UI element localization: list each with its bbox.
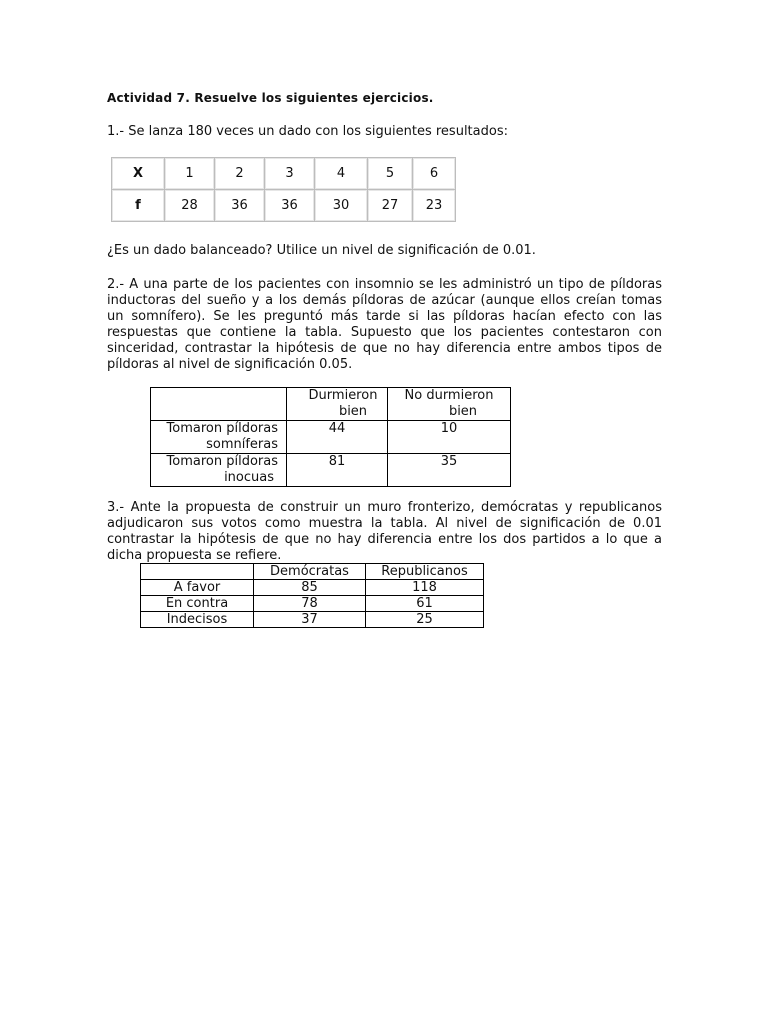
votes-contingency-table [140, 563, 484, 628]
value-cell: 78 [254, 596, 366, 612]
row-label [151, 454, 287, 487]
row-label-line: inocuas [224, 470, 274, 485]
value-cell: 61 [366, 596, 484, 612]
table-row [141, 596, 484, 612]
activity-title: Actividad 7. Resuelve los siguientes ejercicios. [107, 91, 434, 105]
value-cell: 118 [366, 580, 484, 596]
row-label: A favor [141, 580, 254, 596]
x-cell: 2 [215, 158, 265, 190]
col-header-line: bien [448, 404, 478, 419]
empty-header-cell [141, 564, 254, 580]
col-header-not-slept [388, 388, 511, 421]
x-cell: 3 [265, 158, 315, 190]
value-cell: 35 [388, 454, 511, 487]
x-cell: 4 [315, 158, 368, 190]
col-header-line: Durmieron [308, 388, 378, 403]
table-row [141, 612, 484, 628]
empty-header-cell [151, 388, 287, 421]
f-cell: 27 [368, 190, 413, 222]
value-cell: 25 [366, 612, 484, 628]
col-header-line: No durmieron [404, 388, 494, 403]
row-label-line: somníferas [206, 437, 278, 452]
pills-contingency-table [150, 387, 511, 487]
table-row [151, 388, 511, 421]
exercise-2-text: 2.- A una parte de los pacientes con insomnio se les administró un tipo de píldoras inductoras del sueño y a los demás píldoras de azúcar (aunque ellos creían tomas un somnífero). Se les preguntó más tarde si las píldoras hacían efecto con las respuestas que contiene la tabla. Supuesto que los pacientes contestaron con sinceridad, contrastar la hipótesis de que no hay diferencia entre ambos tipos de píldoras al nivel de significación 0.05. [107, 277, 662, 372]
f-cell: 36 [265, 190, 315, 222]
f-cell: 23 [413, 190, 456, 222]
value-cell: 44 [287, 421, 388, 454]
col-header-line: bien [338, 404, 368, 419]
f-cell: 30 [315, 190, 368, 222]
value-cell: 37 [254, 612, 366, 628]
row-label: En contra [141, 596, 254, 612]
row-label-line: Tomaron píldoras [166, 454, 278, 469]
col-header-slept [287, 388, 388, 421]
x-cell: 5 [368, 158, 413, 190]
table-row [141, 564, 484, 580]
exercise-1-intro: 1.- Se lanza 180 veces un dado con los siguientes resultados: [107, 124, 508, 139]
row-label-line: Tomaron píldoras [166, 421, 278, 436]
row-label [151, 421, 287, 454]
dice-frequency-table [111, 157, 456, 222]
table-row [112, 190, 456, 222]
row-label-x: X [112, 158, 165, 190]
col-header-republicans: Republicanos [366, 564, 484, 580]
x-cell: 6 [413, 158, 456, 190]
f-cell: 36 [215, 190, 265, 222]
table-row [141, 580, 484, 596]
exercise-3-text: 3.- Ante la propuesta de construir un muro fronterizo, demócratas y republicanos adjudicaron sus votos como muestra la tabla. Al nivel de significación de 0.01 contrastar la hipótesis de que no hay diferencia entre los dos partidos a lo que a dicha propuesta se refiere. [107, 500, 662, 563]
x-cell: 1 [165, 158, 215, 190]
exercise-1-question: ¿Es un dado balanceado? Utilice un nivel de significación de 0.01. [107, 243, 536, 258]
value-cell: 85 [254, 580, 366, 596]
table-row [112, 158, 456, 190]
value-cell: 81 [287, 454, 388, 487]
table-row [151, 454, 511, 487]
row-label-f: f [112, 190, 165, 222]
value-cell: 10 [388, 421, 511, 454]
table-row [151, 421, 511, 454]
col-header-democrats: Demócratas [254, 564, 366, 580]
f-cell: 28 [165, 190, 215, 222]
row-label: Indecisos [141, 612, 254, 628]
